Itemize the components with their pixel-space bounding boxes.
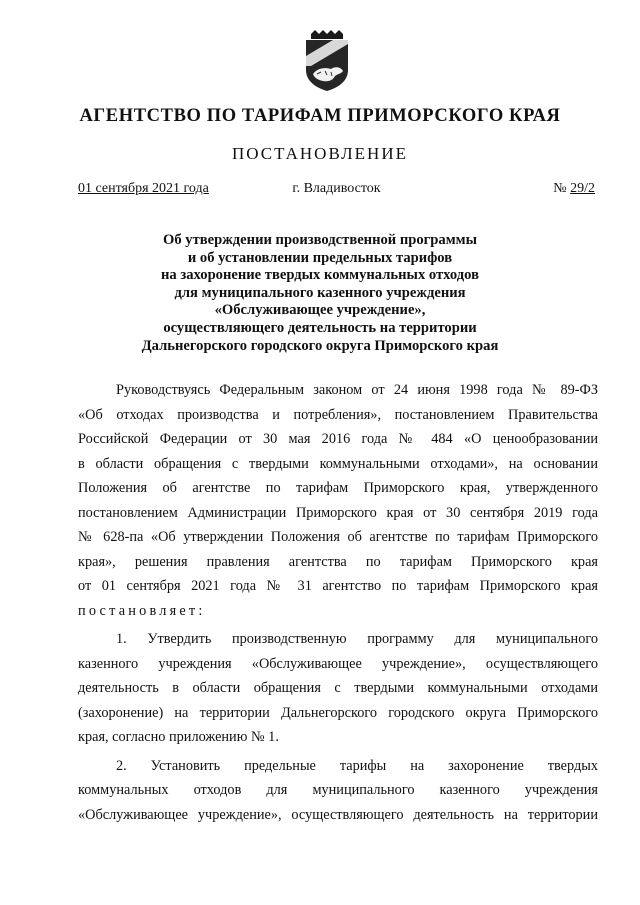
title-line: на захоронение твердых коммунальных отходов [161,267,479,284]
preamble-paragraph [78,378,598,623]
body-line: деятельность в области обращения с твердыми коммунальными отходами [78,680,598,696]
body-line: «Об отходах производства и потребления», постановлением Правительства [78,406,598,423]
document-title [0,232,640,355]
body-line: от 01 сентября 2021 года № 31 агентство по тарифам Приморского края [78,578,598,594]
body-line: казенного учреждения «Обслуживающее учреждение», осуществляющего [78,655,598,672]
agency-name: АГЕНТСТВО ПО ТАРИФАМ ПРИМОРСКОГО КРАЯ [79,106,561,126]
body-line: «Обслуживающее учреждение», осуществляющего деятельность на территории [78,806,598,823]
item-2-paragraph [78,754,598,828]
body-line: постановлением Администрации Приморского края от 30 сентября 2019 года [78,504,598,521]
body-line: (захоронение) на территории Дальнегорского городского округа Приморского [78,704,598,721]
primorsky-krai-coat-of-arms-icon [299,30,355,92]
body-line: Российской Федерации от 30 мая 2016 года № 484 «О ценообразовании [78,431,598,447]
title-line: Об утверждении производственной программы [162,232,477,248]
document-number-value: 29/2 [570,181,595,196]
document-meta [78,181,595,201]
body-line: № 628-па «Об утверждении Положения об агентстве по тарифам Приморского [78,529,598,545]
body-line: края, согласно приложению № 1. [78,729,279,745]
body-line: 1. Утвердить производственную программу для муниципального [116,631,598,647]
title-line: Дальнегорского городского округа Приморского края [141,337,499,354]
body-line: коммунальных отходов для муниципального казенного учреждения [78,782,598,798]
item-1-paragraph [78,627,598,750]
document-body [78,378,598,827]
document-number-prefix: № [553,181,571,196]
body-line: Положения об агентстве по тарифам Приморского края, утвержденного [78,480,598,496]
document-city: г. Владивосток [292,181,381,196]
body-line: 2. Установить предельные тарифы на захоронение твердых [116,757,598,774]
document-date: 01 сентября 2021 года [78,181,209,196]
body-line: Руководствуясь Федеральным законом от 24 июня 1998 года № 89-ФЗ [116,382,598,398]
title-line: и об установлении предельных тарифов [187,249,453,266]
document-type: ПОСТАНОВЛЕНИЕ [231,144,408,163]
title-line: для муниципального казенного учреждения [174,284,466,301]
resolves-word: постановляет: [78,602,206,619]
title-line: «Обслуживающее учреждение», [214,302,426,319]
body-line: края», решения правления агентства по тарифам Приморского края [78,553,598,570]
title-line: осуществляющего деятельность на территории [163,319,477,336]
body-line: в области обращения с твердыми коммунальными отходами», на основании [78,455,598,472]
document-number [553,181,595,197]
